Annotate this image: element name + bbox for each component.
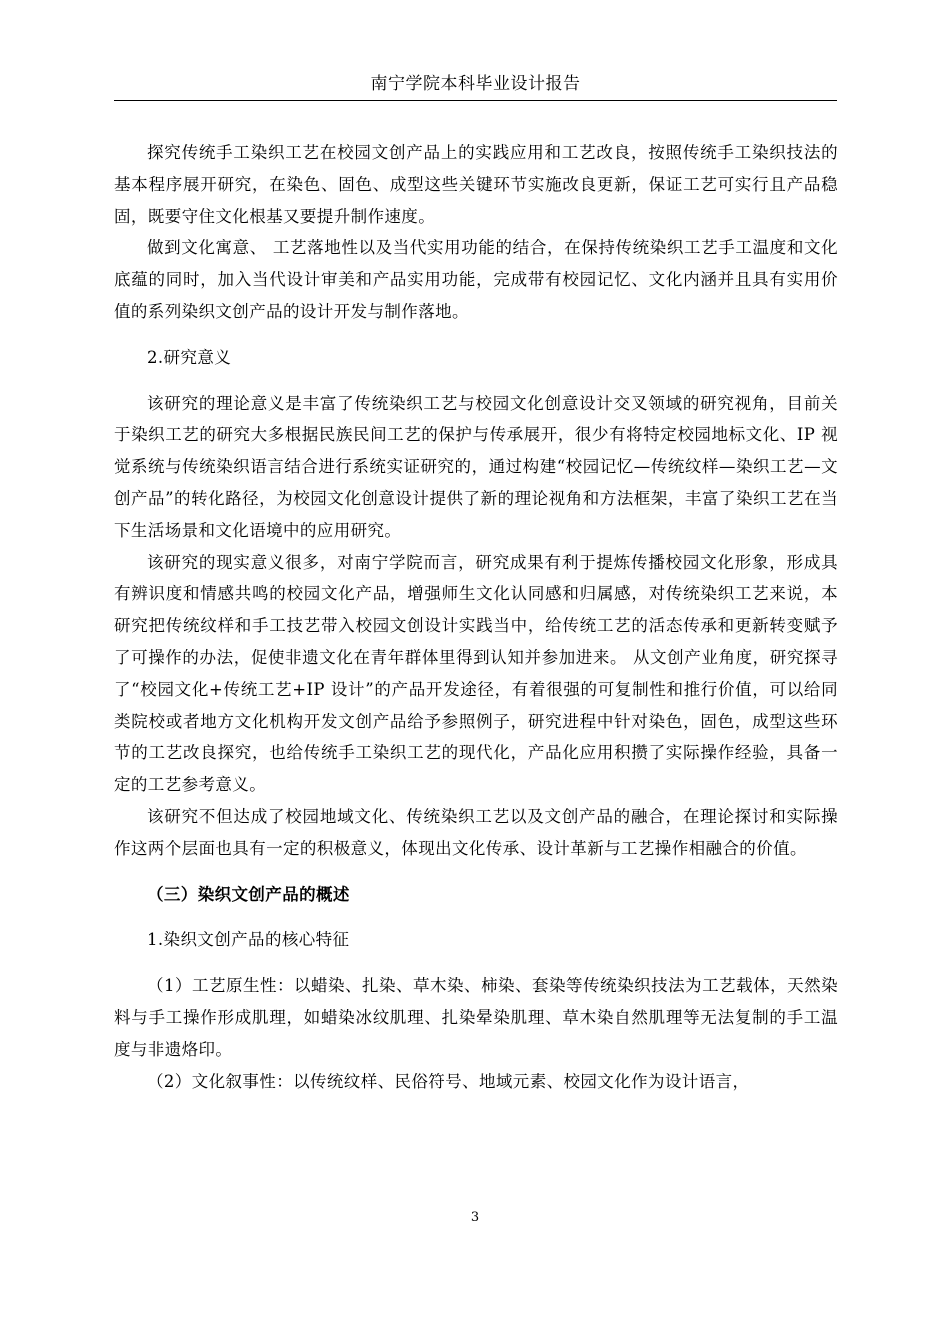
paragraph: 做到文化寓意、 工艺落地性以及当代实用功能的结合，在保持传统染织工艺手工温度和文化底蕴的同时，加入当代设计审美和产品实用功能，完成带有校园记忆、文化内涵并且具有实用价值的系列染织文创产品的设计开发与制作落地。 — [114, 238, 838, 321]
section-heading: （三）染织文创产品的概述 — [147, 884, 350, 904]
page-header: 南宁学院本科毕业设计报告 — [370, 74, 581, 94]
paragraph: 该研究的理论意义是丰富了传统染织工艺与校园文化创意设计交叉领域的研究视角，目前关于染织工艺的研究大多根据民族民间工艺的保护与传承展开，很少有将特定校园地标文化、IP 视觉系统与传统染织语言结合进行系统实证研究的，通过构建“校园记忆—传统纹样—染织工艺—文创产品”的转化路径，为校园文化创意设计提供了新的理论视角和方法框架，丰富了染织工艺在当下生活场景和文化语境中的应用研究。 — [114, 393, 838, 540]
subheading-research-significance: 2.研究意义 — [147, 347, 232, 367]
document-body — [114, 137, 838, 1097]
paragraph: 探究传统手工染织工艺在校园文创产品上的实践应用和工艺改良，按照传统手工染织技法的基本程序展开研究，在染色、固色、成型这些关键环节实施改良更新，保证工艺可实行且产品稳固，既要守住文化根基又要提升制作速度。 — [114, 143, 838, 226]
header-rule — [114, 100, 837, 101]
page-number: 3 — [470, 1210, 480, 1225]
subheading-core-features: 1.染织文创产品的核心特征 — [147, 930, 350, 950]
paragraph: （2）文化叙事性：以传统纹样、民俗符号、地域元素、校园文化作为设计语言， — [147, 1071, 750, 1091]
paragraph: 该研究的现实意义很多，对南宁学院而言，研究成果有利于提炼传播校园文化形象，形成具有辨识度和情感共鸣的校园文化产品，增强师生文化认同感和归属感，对传统染织工艺来说，本研究把传统纹样和手工技艺带入校园文创设计实践当中，给传统工艺的活态传承和更新转变赋予了可操作的办法，促使非遗文化在青年群体里得到认知并参加进来。 从文创产业角度，研究探寻了“校园文化+传统工艺+IP 设计”的产品开发途径，有着很强的可复制性和推行价值，可以给同类院校或者地方文化机构开发文创产品给予参照例子，研究进程中针对染色，固色，成型这些环节的工艺改良探究，也给传统手工染织工艺的现代化，产品化应用积攒了实际操作经验，具备一定的工艺参考意义。 — [114, 552, 838, 795]
paragraph: （1）工艺原生性：以蜡染、扎染、草木染、柿染、套染等传统染织技法为工艺载体，天然染料与手工操作形成肌理，如蜡染冰纹肌理、扎染晕染肌理、草木染自然肌理等无法复制的手工温度与非遗烙印。 — [114, 976, 838, 1059]
paragraph: 该研究不但达成了校园地域文化、传统染织工艺以及文创产品的融合，在理论探讨和实际操作这两个层面也具有一定的积极意义，体现出文化传承、设计革新与工艺操作相融合的价值。 — [114, 806, 838, 858]
